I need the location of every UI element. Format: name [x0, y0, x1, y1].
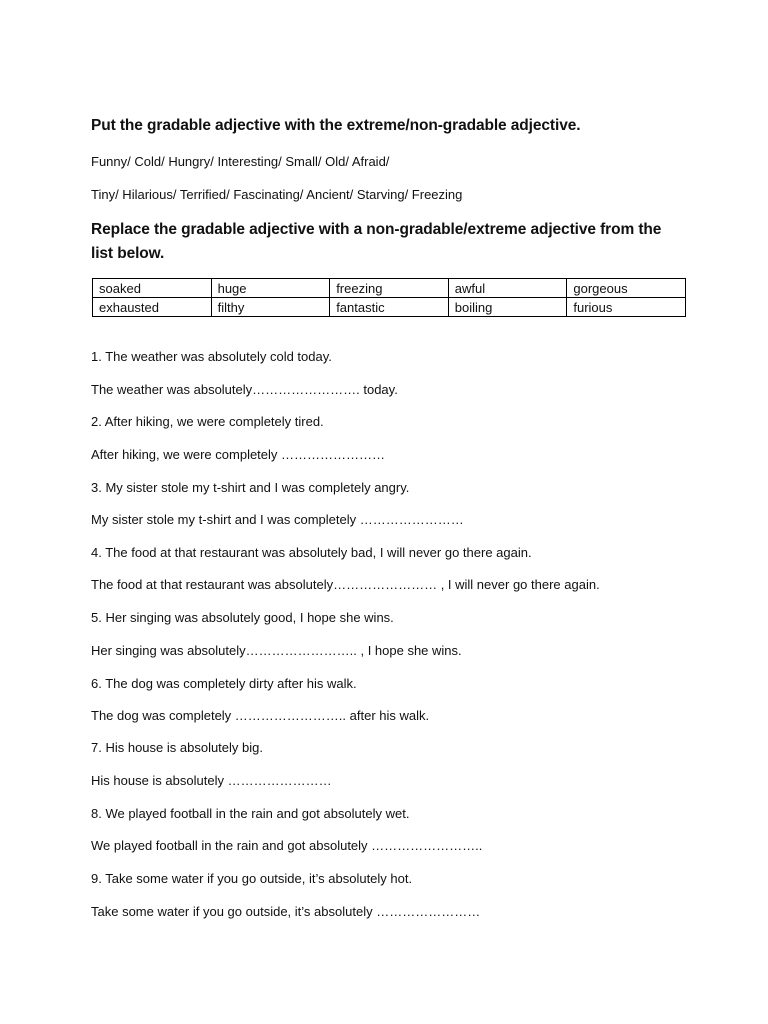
exercise-answer-9: Take some water if you go outside, it’s absolutely ……………………	[91, 904, 481, 919]
table-cell: furious	[567, 298, 686, 317]
adjective-list-line-2: Tiny/ Hilarious/ Terrified/ Fascinating/ Ancient/ Starving/ Freezing	[91, 187, 463, 202]
exercise-question-3: 3. My sister stole my t-shirt and I was completely angry.	[91, 480, 410, 495]
table-cell: boiling	[448, 298, 567, 317]
table-row	[93, 279, 686, 298]
exercise-question-4: 4. The food at that restaurant was absolutely bad, I will never go there again.	[91, 545, 532, 560]
exercise-answer-8: We played football in the rain and got absolutely ……………………..	[91, 838, 483, 853]
table-cell: awful	[448, 279, 567, 298]
exercise-question-9: 9. Take some water if you go outside, it’s absolutely hot.	[91, 871, 413, 886]
exercise-question-8: 8. We played football in the rain and got absolutely wet.	[91, 806, 410, 821]
table-cell: fantastic	[330, 298, 449, 317]
exercise-question-2: 2. After hiking, we were completely tired.	[91, 414, 324, 429]
table-cell: soaked	[93, 279, 212, 298]
table-cell: freezing	[330, 279, 449, 298]
exercise-answer-6: The dog was completely …………………….. after his walk.	[91, 708, 430, 723]
exercise-question-7: 7. His house is absolutely big.	[91, 740, 263, 755]
exercise-answer-5: Her singing was absolutely…………………….. , I hope she wins.	[91, 643, 462, 658]
table-cell: gorgeous	[567, 279, 686, 298]
adjective-list-line-1: Funny/ Cold/ Hungry/ Interesting/ Small/ Old/ Afraid/	[91, 154, 390, 169]
replace-heading: Replace the gradable adjective with a non-gradable/extreme adjective from the list below.	[91, 221, 662, 262]
word-bank-table	[92, 278, 686, 317]
exercise-answer-3: My sister stole my t-shirt and I was completely ……………………	[91, 512, 464, 527]
exercise-question-5: 5. Her singing was absolutely good, I hope she wins.	[91, 610, 394, 625]
table-cell: huge	[211, 279, 330, 298]
exercise-answer-1: The weather was absolutely……………………. today.	[91, 382, 398, 397]
table-row	[93, 298, 686, 317]
table-cell: filthy	[211, 298, 330, 317]
exercise-answer-7: His house is absolutely ……………………	[91, 773, 332, 788]
exercise-question-6: 6. The dog was completely dirty after his walk.	[91, 676, 357, 691]
instructions-heading: Put the gradable adjective with the extreme/non-gradable adjective.	[91, 117, 581, 134]
exercise-answer-4: The food at that restaurant was absolutely…………………… , I will never go there again.	[91, 577, 600, 592]
exercise-answer-2: After hiking, we were completely ……………………	[91, 447, 386, 462]
table-cell: exhausted	[93, 298, 212, 317]
exercise-question-1: 1. The weather was absolutely cold today.	[91, 349, 332, 364]
